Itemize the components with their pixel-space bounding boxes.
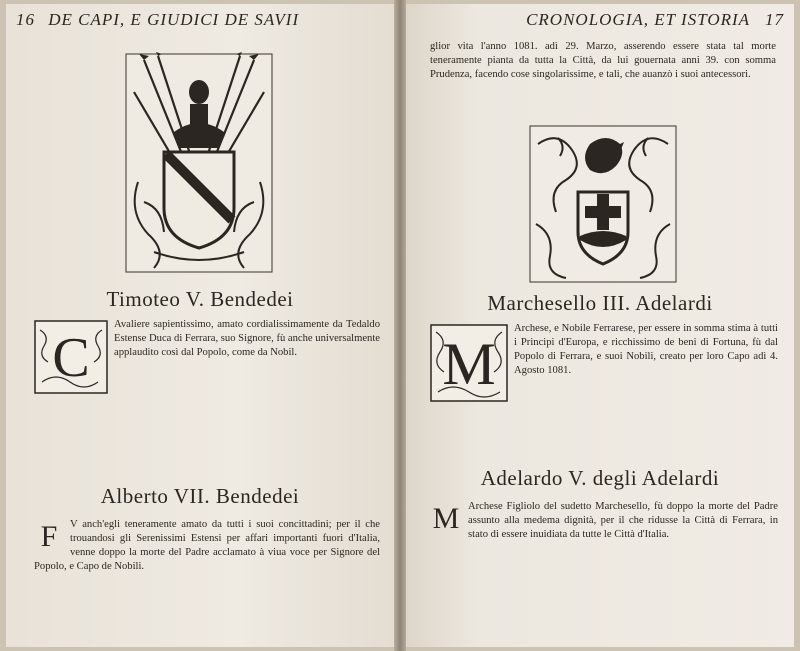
right-running-head [416,10,784,34]
engraved-coat-of-arms-with-trophies-icon [124,52,274,274]
left-page-number: 16 [16,10,35,29]
section-title-timoteo: Timoteo V. Bendedei [106,287,294,311]
svg-text:C: C [52,327,90,389]
right-page-number: 17 [765,10,784,29]
paragraph-right-intro: glior vita l'anno 1081. adì 29. Marzo, asserendo essere stata tal morte teneramente pianta da tutta la Città, da lui gouernata anni 39. con somma Prudenza, facendo cose singolarissime, e tali, che auanzò i suoi antecessori. [430,41,776,80]
section-body-alberto [34,518,380,574]
section-title-adelardo: Adelardo V. degli Adelardi [480,466,720,490]
section-title-marchesello: Marchesello III. Adelardi [487,291,713,315]
section-body-adelardo [430,500,778,542]
left-running-title: DE CAPI, E GIUDICI DE SAVII [48,10,300,29]
paragraph-marchesello: Archese, e Nobile Ferrarese, per essere in somma stima à tutti i Principi d'Europa, e ricchissimo de beni di Fortuna, fù dal Popolo di Ferrara, e suoi Nobili, creato per loro Capo adì 4. Agosto 1081. [514,323,778,376]
svg-text:M: M [432,502,460,532]
paragraph-alberto: V anch'egli teneramente amato da tutti i suoi concittadini; per il che trouandosi gli Serenissimi Estensi per affari importanti fuori d'Italia, venne doppo la morte del Padre acclamato à viua voce per Signore del Popolo, e Capo de Nobili. [34,519,380,572]
right-intro-body [430,40,776,82]
section-title-alberto: Alberto VII. Bendedei [100,484,300,508]
book-gutter [394,0,406,651]
engraved-coat-of-arms-with-horse-crest-icon [528,124,678,284]
drop-capital-m-icon [430,324,508,402]
drop-capital-c-icon [34,320,108,394]
svg-text:F: F [40,520,58,550]
right-running-title: CRONOLOGIA, ET ISTORIA [526,10,750,29]
section-body-timoteo [34,318,380,396]
section-body-marchesello [430,322,778,404]
drop-capital-f-icon [34,520,64,550]
drop-capital-m-small-icon [430,502,462,532]
svg-text:M: M [442,331,496,397]
left-page [6,4,394,647]
right-page [406,4,794,647]
paragraph-timoteo: Avaliere sapientissimo, amato cordialissimamente da Tedaldo Estense Duca di Ferrara, suo Signore, fù anche universalmente applaudito così dal Popolo, come da Nobil. [114,319,380,358]
left-running-head [16,10,384,34]
paragraph-adelardo: Archese Figliolo del sudetto Marchesello, fù doppo la morte del Padre assunto alla medema dignità, per il che ridusse la Città di Ferrara, in stato di essere inuidiata da tutte le Città d'Italia. [468,501,778,540]
